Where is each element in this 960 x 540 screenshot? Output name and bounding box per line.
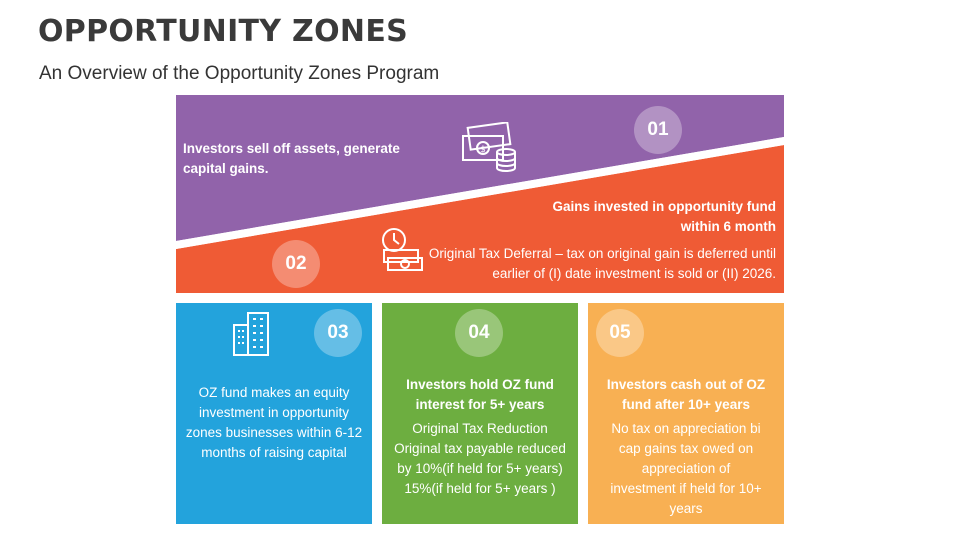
step-04-number: 04 [455,309,503,357]
cash-coins-icon [461,122,519,174]
page-subtitle: An Overview of the Opportunity Zones Program [39,63,440,84]
buildings-icon [232,311,272,357]
svg-text:$: $ [480,145,486,155]
step-03-card [176,303,372,524]
step-01-number: 01 [634,106,682,154]
step-02-heading: Gains invested in opportunity fund within 6 month [552,199,776,234]
step-05-card [588,303,784,524]
step-05-body: No tax on appreciation bi cap gains tax owed on appreciation of investment if held for 10+ years [610,421,762,516]
page-title: OPPORTUNITY ZONES [38,14,409,49]
clock-cash-icon [378,226,430,276]
step-02-body: Original Tax Deferral – tax on original gain is deferred until earlier of (I) date investment is sold or (II) 2026. [428,246,776,281]
step-03-number: 03 [314,309,362,357]
step-04-heading: Investors hold OZ fund interest for 5+ years [406,377,554,412]
step-03-body: OZ fund makes an equity investment in opportunity zones businesses within 6-12 months of raising capital [185,385,363,460]
step-04-body: Original Tax Reduction Original tax payable reduced by 10%(if held for 5+ years) 15%(if held for 5+ years ) [394,421,566,496]
step-05-heading: Investors cash out of OZ fund after 10+ years [606,377,766,412]
step-02-number: 02 [272,240,320,288]
step-05-number: 05 [596,309,644,357]
step-04-card [382,303,578,524]
step-01-heading: Investors sell off assets, generate capital gains. [183,141,400,176]
